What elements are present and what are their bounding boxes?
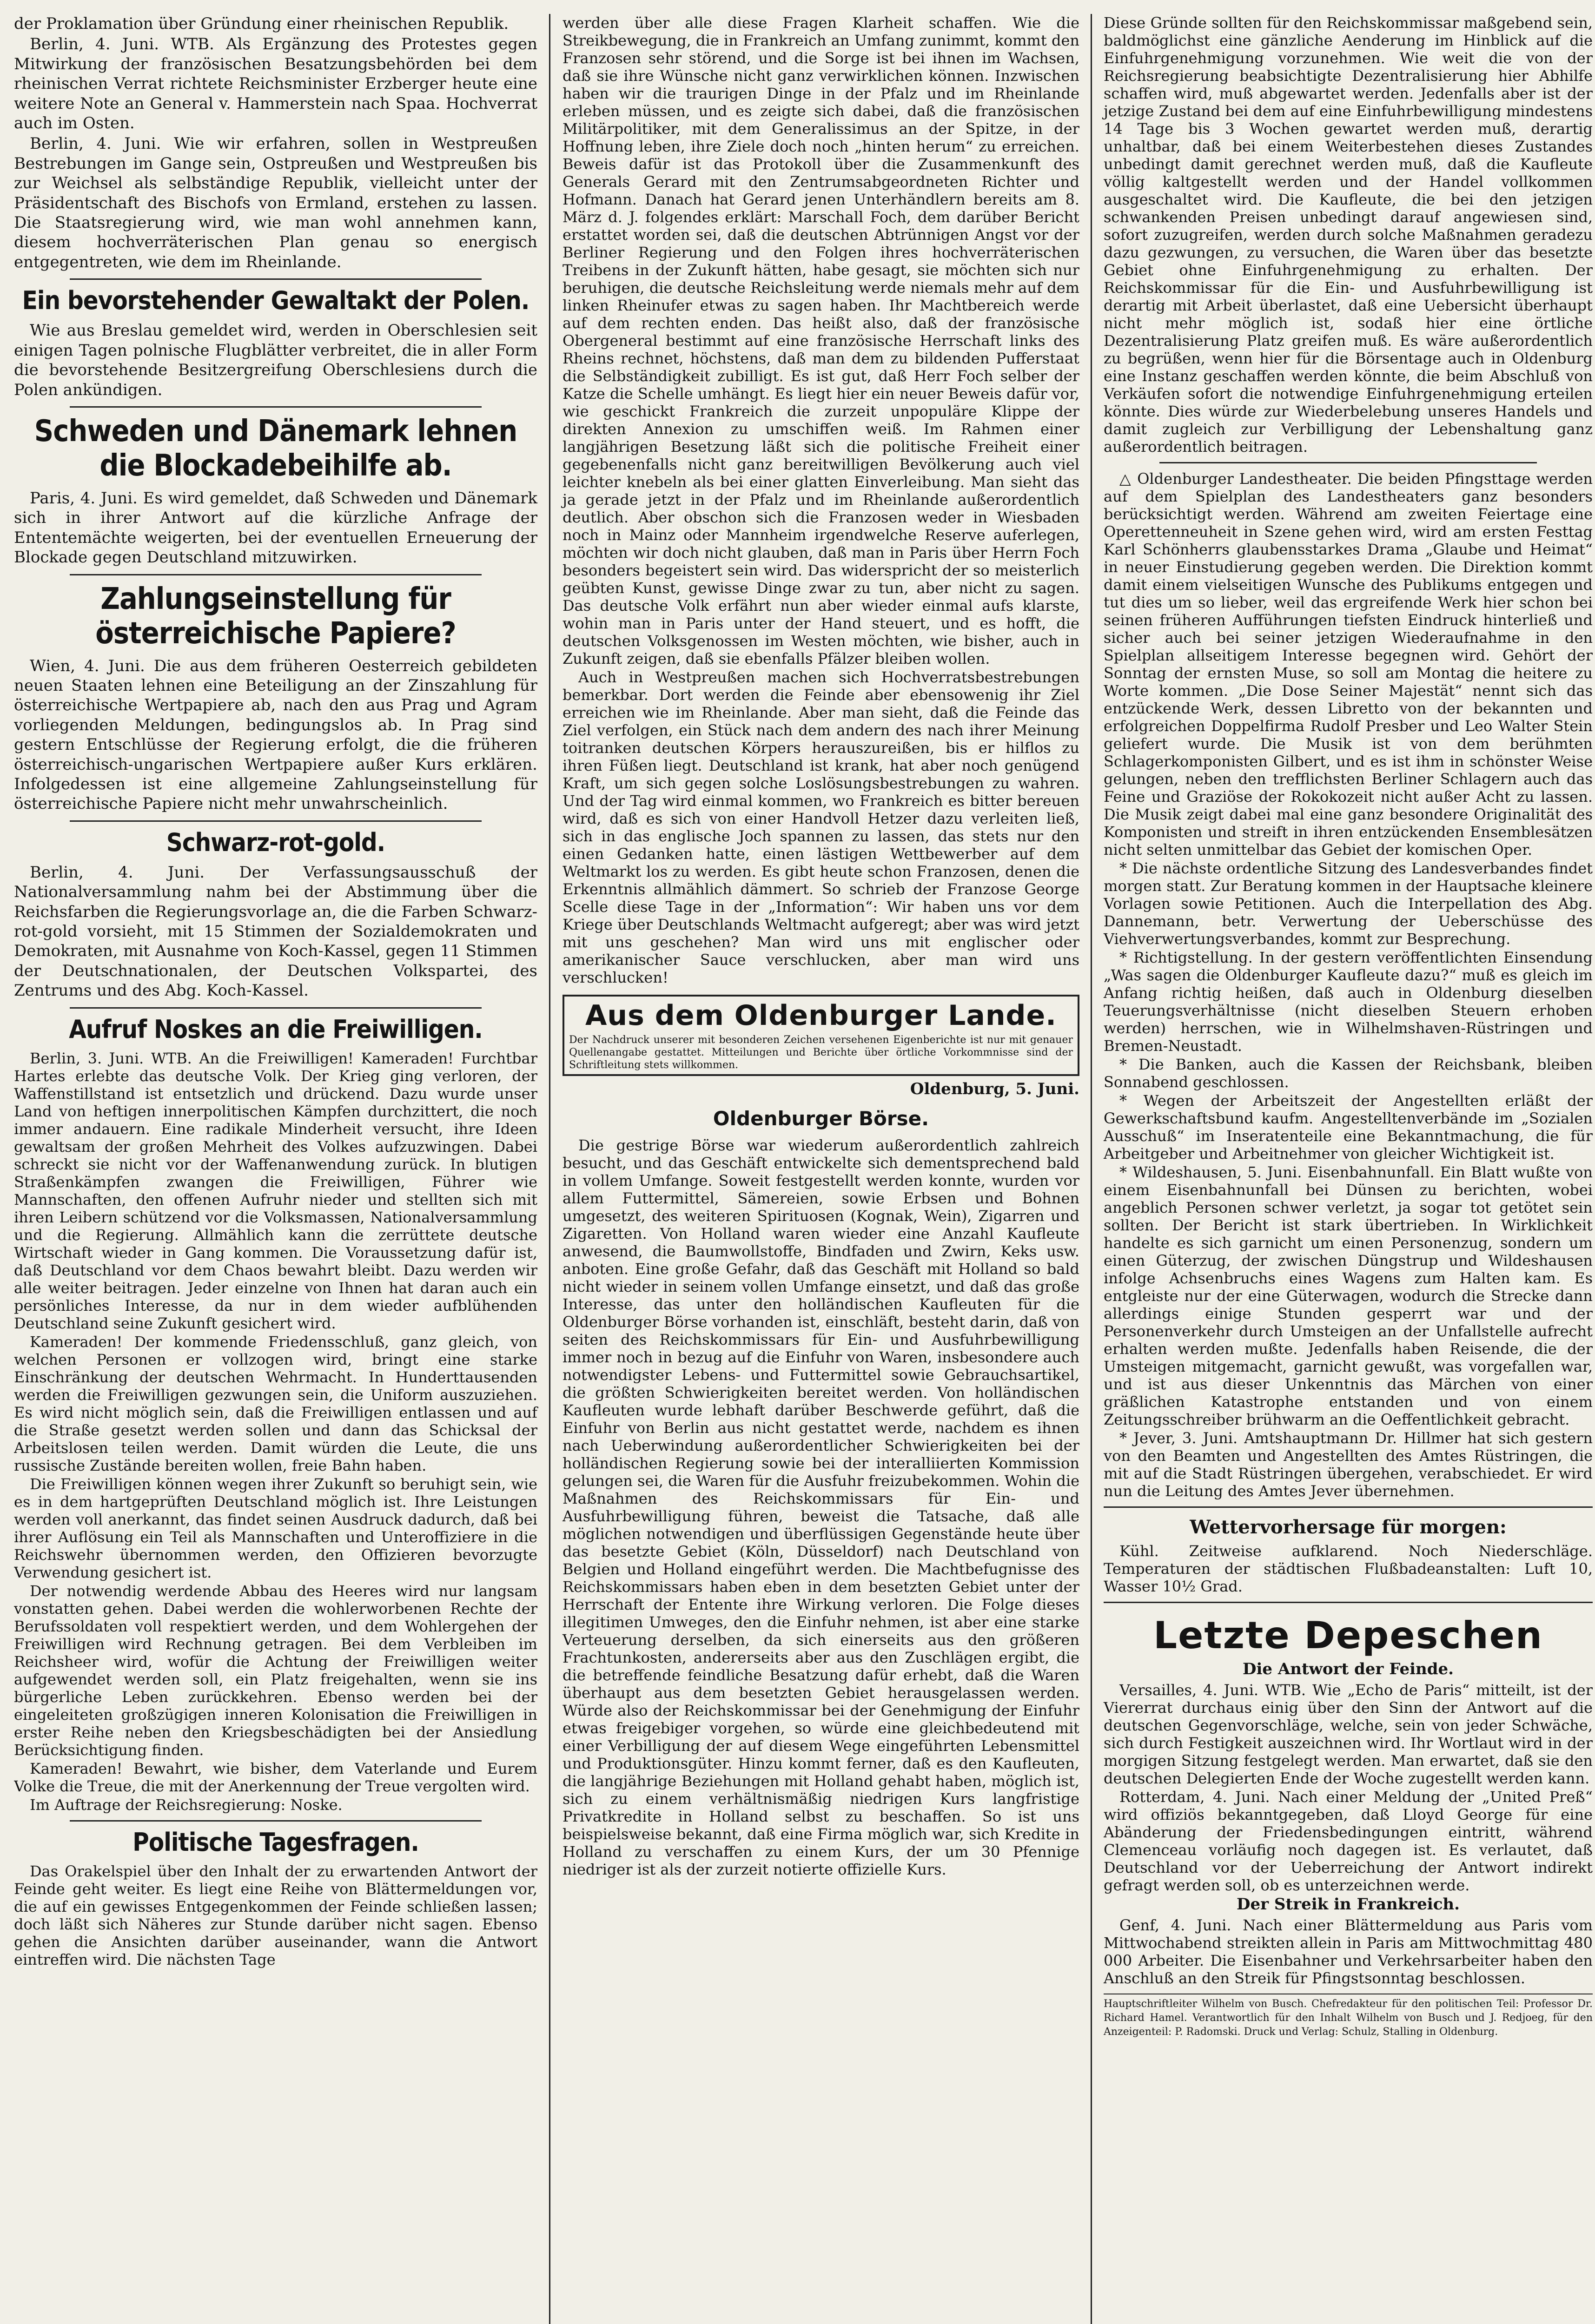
headline-boerse: Oldenburger Börse. (713, 1107, 929, 1130)
divider (70, 820, 482, 822)
divider (70, 1820, 482, 1822)
article-text: Rotterdam, 4. Juni. Nach einer Meldung der „United Preß“ wird offiziös bekanntgegeben, daß Lloyd George für eine Abänderung der Friedensbedingungen eintritt, während Clemenceau vorläufig noch dagegen ist. Es verlautet, daß Deutschland vor der Ueberreichung der Antwort indirekt gefragt werden soll, ob es unterzeichnen werde. (1104, 1788, 1593, 1894)
section-title: Aus dem Oldenburger Lande. (585, 999, 1057, 1032)
divider (1104, 1506, 1593, 1508)
column-right (1097, 14, 1593, 2324)
headline-schwarz-rot-gold: Schwarz-rot-gold. (166, 827, 385, 857)
article-text: Das Orakelspiel über den Inhalt der zu erwartenden Antwort der Feinde geht weiter. Es liegt eine Reihe von Blättermeldungen vor, die auf ein gewisses Entgegenkommen der Feinde schließen lassen; doch läßt sich Näheres zur Stunde darüber nicht sagen. Ebenso gehen die Ansichten darüber auseinander, wann die Antwort eintreffen wird. Die nächsten Tage (14, 1862, 537, 1968)
headline-politische-tagesfragen: Politische Tagesfragen. (132, 1827, 419, 1857)
weather-heading: Wettervorhersage für morgen: (1190, 1516, 1507, 1538)
article-text: Die Freiwilligen können wegen ihrer Zukunft so beruhigt sein, wie es in dem hartgeprüften Deutschland möglich ist. Ihre Leistungen werden voll anerkannt, das findet seinen Ausdruck dadurch, daß bei ihrer Auflösung ein Teil als Mannschaften und Unteroffiziere in die Reichswehr übernommen werden, den Offizieren bevorzugte Verwendung gesichert ist. (14, 1475, 537, 1581)
article-signature: Im Auftrage der Reichsregierung: Noske. (30, 1796, 343, 1814)
article-text: Genf, 4. Juni. Nach einer Blättermeldung aus Paris vom Mittwochabend streikten allein in Paris am Mittwochmittag 480 000 Arbeiter. Die Eisenbahner und Verkehrsarbeiter haben den Anschluß an den Streik für Pfingstsonntag beschlossen. (1104, 1916, 1593, 1987)
article-text: Der notwendig werdende Abbau des Heeres wird nur langsam vonstatten gehen. Dabei werden die wohlerworbenen Rechte der Berufssoldaten voll respektiert werden, und dem Wohlergehen der Freiwilligen wird Rechnung getragen. Bei dem Verbleiben im Reichsheer wird, wofür die Achtung der Freiwilligen weiter aufgewendet werden soll, ein Platz freigehalten, wenn sie ins bürgerliche Leben zurückkehren. Ebenso werden bei der eingeleiteten großzügigen inneren Kolonisation die Freiwilligen in erster Reihe neben den Kriegsbeschädigten bei der Ansiedlung Berücksichtigung finden. (14, 1582, 537, 1759)
column-rule (549, 14, 550, 2324)
colophon: Hauptschriftleiter Wilhelm von Busch. Chefredakteur für den politischen Teil: Professor Dr. Richard Hamel. Verantwortlich für den Inhalt Wilhelm von Busch und J. Redjoeg, für den Anzeigenteil: P. Radomski. Druck und Verlag: Schulz, Stalling in Oldenburg. (1104, 1994, 1593, 2039)
article-text: * Die nächste ordentliche Sitzung des Landesverbandes findet morgen statt. Zur Beratung kommen in der Hauptsache kleinere Vorlagen sowie Petitionen. Auch die Interpellation des Abg. Dannemann, betr. Verwertung der Ueberschüsse des Viehverwertungsverbandes, kommt zur Besprechung. (1104, 859, 1593, 948)
article-text: Die gestrige Börse war wiederum außerordentlich zahlreich besucht, und das Geschäft entwickelte sich dementsprechend bald in vollem Umfange. Soweit festgestellt werden konnte, wurden vor allem Futtermittel, Sämereien, sowie Erbsen und Bohnen umgesetzt, des weiteren Spirituosen (Kognak, Wein), Zigarren und Zigaretten. Von Holland waren wieder eine Anzahl Kaufleute anwesend, die Baumwollstoffe, Bindfaden und Zwirn, Keks usw. anboten. Eine große Gefahr, daß das Geschäft mit Holland so bald nicht wieder in seinem vollen Umfange einsetzt, und daß das große Interesse, das unter den holländischen Kaufleuten für die Oldenburger Börse vorhanden ist, einschläft, besteht darin, daß von seiten des Reichskommissars für Ein- und Ausfuhrbewilligung immer noch in bezug auf die Einfuhr von Waren, insbesondere auch notwendigster Lebens- und Futtermittel sowie Gebrauchsartikel, die größten Schwierigkeiten bereitet werden. Von holländischen Kaufleuten wurde lebhaft darüber Beschwerde geführt, daß die Einfuhr von Berlin aus nicht gestattet werde, nachdem es ihnen nach Ueberwindung außerordentlicher Schwierigkeiten bei der holländischen Regierung sowie bei der interalliierten Kommission gelungen sei, die Waren für die Ausfuhr freizubekommen. Wohin die Maßnahmen des Reichskommissars für Ein- und Ausfuhrbewilligung führen, beweist die Tatsache, daß alle möglichen notwendigen und überflüssigen Gegenstände heute über das besetzte Gebiet (Köln, Düsseldorf) nach Deutschland von Belgien und Holland eingeführt werden. Die Machtbefugnisse des Reichskommissars haben eben in dem besetzten Gebiet unter der Herrschaft der Entente ihre Wirkung verloren. Die Folge dieses illegitimen Umweges, den die Einfuhr nehmen, ist aber eine starke Verteuerung derselben, da sich einerseits aus den größeren Frachtunkosten, andererseits aber aus den Zuschlägen ergibt, die die betreffende feindliche Besatzung dafür erhebt, daß die Waren überhaupt aus dem besetzten Gebiet herausgelassen werden. Würde also der Reichskommissar bei der Genehmigung der Einfuhr etwas freigebiger vorgehen, so würde eine gleichbedeutend mit einer Verbilligung der auf diesem Wege eingeführten Lebensmittel und Produktionsgüter. Hinzu kommt ferner, daß es den Kaufleuten, die langjährige Beziehungen mit Holland gehabt haben, möglich ist, sich zu einem verhältnismäßig niedrigen Kurs langfristige Privatkredite in Holland selbst zu beschaffen. So ist uns beispielsweise bekannt, daß eine Firma möglich war, sich Kredite in Holland zu verschaffen zu einem Kurs, der um 30 Pfennige niedriger ist als der zurzeit notierte offizielle Kurs. (563, 1136, 1079, 1878)
article-text: der Proklamation über Gründung einer rheinischen Republik. (14, 14, 509, 33)
article-text: Versailles, 4. Juni. WTB. Wie „Echo de Paris“ mitteilt, ist der Viererrat durchaus einig über den Sinn der Antwort auf die deutschen Gegenvorschläge, welche, sein von jeder Schwäche, sich durch Festigkeit auszeichnen wird. Ihr Wortlaut wird in der morgigen Sitzung festgelegt werden. Man erwartet, daß sie den deutschen Delegierten Ende der Woche zugestellt werden kann. (1104, 1681, 1593, 1787)
headline-letzte-depeschen: Letzte Depeschen (1153, 1614, 1543, 1657)
headline-zahlungseinstellung: Zahlungseinstellung für österreichische Papiere? (95, 581, 456, 651)
section-note: Der Nachdruck unserer mit besonderen Zeichen versehenen Eigenberichte ist nur mit genauer Quellenangabe gestattet. Mitteilungen und Berichte über örtliche Vorkommnisse sind der Schriftleitung stets willkommen. (569, 1034, 1073, 1071)
divider (70, 406, 482, 408)
article-text: Berlin, 4. Juni. Der Verfassungsausschuß der Nationalversammlung nahm bei der Abstimmung über die Reichsfarben die Regierungsvorlage an, die die Farben Schwarz-rot-gold vorsieht, mit 15 Stimmen der Sozialdemokraten und Demokraten, mit Ausnahme von Koch-Kassel, gegen 11 Stimmen der Deutschnationalen, der Deutschen Volkspartei, des Zentrums und des Abg. Koch-Kassel. (14, 863, 537, 1000)
article-text: * Wildeshausen, 5. Juni. Eisenbahnunfall. Ein Blatt wußte von einem Eisenbahnunfall bei Dünsen zu berichten, wobei angeblich Personen schwer verletzt, ja sogar tot getötet sein sollten. Der Bericht ist stark übertrieben. In Wirklichkeit handelte es sich garnicht um einen Personenzug, sondern um einen Güterzug, der zwischen Düngstrup und Wildeshausen infolge Achsenbruchs eines Wagens zum Halten kam. Es entgleiste nur der eine Güterwagen, wodurch die Strecke dann allerdings einige Stunden gesperrt war und der Personenverkehr durch Umsteigen an der Unfallstelle aufrecht erhalten werden mußte. Jedenfalls haben Reisende, die der Umsteigen mitgemacht, garnicht gewußt, was vorgefallen war, und ist aus dieser Unkenntnis das Märchen von einer gräßlichen Katastrophe entstanden und von einem Zeitungsschreiber brühwarm an die Oeffentlichkeit gebracht. (1104, 1163, 1593, 1428)
column-left (14, 14, 544, 2324)
article-text: Diese Gründe sollten für den Reichskommissar maßgebend sein, baldmöglichst eine gänzliche Aenderung im Hinblick auf die Einfuhrgenehmigung vorzunehmen. Wie weit die von der Reichsregierung beabsichtigte Dezentralisierung hier Abhilfe schaffen wird, muß abgewartet werden. Jedenfalls aber ist der jetzige Zustand bei dem auf eine Einfuhrbewilligung mindestens 14 Tage bis 3 Wochen gewartet werden muß, derartig unhaltbar, daß bei einem Weiterbestehen dieses Zustandes unbedingt damit gerechnet werden muß, daß die Kaufleute völlig kaltgestellt werden und der Handel vollkommen ausgeschaltet wird. Die Kaufleute, die bei den jetzigen schwankenden Preisen unbedingt darauf angewiesen sind, sofort zuzugreifen, werden durch solche Maßnahmen geradezu dazu gezwungen, zu versuchen, die Waren über das besetzte Gebiet ohne Einfuhrgenehmigung zu erhalten. Der Reichskommissar für die Ein- und Ausfuhrbewilligung ist derartig mit Arbeit überlastet, daß eine Uebersicht überhaupt nicht mehr möglich ist, sodaß hier eine örtliche Dezentralisierung Platz greifen muß. Es wäre außerordentlich zu begrüßen, wenn hier für die Börsentage auch in Oldenburg eine Instanz geschaffen werden könnte, die beim Abschluß von Verkäufen sofort die notwendige Einfuhrgenehmigung erteilen könnte. Dies würde zur Wiederbelebung unseres Handels und damit zugleich zur Verbilligung der Lebenshaltung ganz außerordentlich beitragen. (1104, 14, 1593, 456)
headline-noske: Aufruf Noskes an die Freiwilligen. (69, 1014, 483, 1044)
subheadline: Der Streik in Frankreich. (1237, 1895, 1460, 1914)
divider (1159, 462, 1537, 463)
divider (70, 278, 482, 280)
divider (70, 1007, 482, 1009)
divider (1104, 1602, 1593, 1603)
article-text: * Wegen der Arbeitszeit der Angestellten erläßt der Gewerkschaftsbund kaufm. Angestelltenverbände im „Sozialen Ausschuß“ im Inseratenteile eine Bekanntmachung, die für Arbeitgeber und Arbeitnehmer von gleicher Wichtigkeit ist. (1104, 1092, 1593, 1162)
subheadline: Die Antwort der Feinde. (1242, 1660, 1454, 1678)
headline-polen: Ein bevorstehender Gewaltakt der Polen. (22, 286, 529, 316)
column-middle (556, 14, 1086, 2324)
article-text: Kameraden! Der kommende Friedensschluß, ganz gleich, von welchen Personen er vollzogen wird, bringt eine starke Einschränkung der deutschen Wehrmacht. In Hunderttausenden werden die Freiwilligen gezwungen sein, die Uniform auszuziehen. Es wird nicht möglich sein, daß die Freiwilligen entlassen und auf die Straße gesetzt werden sollen und dann das Schicksal der Arbeitslosen teilen werden. Damit würden die Leute, die uns russische Zustände bereiten wollen, freie Bahn haben. (14, 1333, 537, 1474)
headline-schweden: Schweden und Dänemark lehnen die Blockadebeihilfe ab. (34, 414, 517, 483)
article-text: Auch in Westpreußen machen sich Hochverratsbestrebungen bemerkbar. Dort werden die Feinde aber ebensowenig ihr Ziel erreichen wie im Rheinlande. Aber man sieht, daß die Feinde das Ziel verfolgen, ein Stück nach dem andern des nach ihrer Meinung toitranken deutschen Körpers herauszureißen, bis er hilflos zu ihren Füßen liegt. Deutschland ist krank, hat aber noch genügend Kraft, um sich gegen solche Loslösungsbestrebungen zu wahren. Und der Tag wird einmal kommen, wo Frankreich es bitter bereuen wird, daß es sich von einer Handvoll Hetzer dazu verleiten ließ, sich in das englische Joch spannen zu lassen, das stets nur den einen Gedanken hatte, einen lästigen Wettbewerber auf dem Weltmarkt los zu werden. Es gibt heute schon Franzosen, denen die Erkenntnis allmählich dämmert. So schrieb der Franzose George Scelle diese Tage in der „Information“: Wir haben uns vor dem Kriege über Deutschlands Weltmacht aufgeregt; aber was wird jetzt mit uns geschehen? Man wird uns mit englischer oder amerikanischer Sauce verschlucken, aber man wird uns verschlucken! (563, 668, 1079, 986)
divider (70, 574, 482, 575)
article-text: Paris, 4. Juni. Es wird gemeldet, daß Schweden und Dänemark sich in ihrer Antwort auf die kürzliche Anfrage der Ententemächte weigerten, bei der eventuellen Erneuerung der Blockade gegen Deutschland mitzuwirken. (14, 489, 537, 567)
article-text: werden über alle diese Fragen Klarheit schaffen. Wie die Streikbewegung, die in Frankreich an Umfang zunimmt, kommt den Franzosen sehr störend, und die Sorge ist bei ihnen im Wachsen, daß sie ihre Wünsche nicht ganz verwirklichen können. Inzwischen haben wir die traurigen Dinge in der Pfalz und im Rheinlande erleben müssen, und es zeigte sich dabei, daß die französischen Militärpolitiker, mit dem Generalissimus an der Spitze, in der Hoffnung leben, ihre Ziele doch noch „hinten herum“ zu erreichen. Beweis dafür ist das Protokoll über die Zusammenkunft des Generals Gerard mit den Zentrumsabgeordneten Richter und Hofmann. Danach hat Gerard jenen Unterhändlern bereits am 8. März d. J. folgendes erklärt: Marschall Foch, dem darüber Bericht erstattet worden sei, daß die deutschen Abtrünnigen Angst vor der Berliner Regierung und den Folgen ihres hochverräterischen Treibens in der Zukunft hätten, habe gesagt, sie möchten sich nur beruhigen, die deutsche Reichsleitung werde niemals mehr auf dem linken Rheinufer etwas zu sagen haben. Ihr Machtbereich werde auf dem rechten enden. Das heißt also, daß der französische Obergeneral bestimmt auf eine französische Herrschaft links des Rheins rechnet, höchstens, daß man dem zu bildenden Pufferstaat die Selbständigkeit zubilligt. Es ist gut, daß Herr Foch selber der Katze die Schelle umhängt. Es liegt hier ein neuer Beweis dafür vor, wie geschickt Frankreich die zurzeit unpopuläre Klippe der direkten Annexion zu umschiffen weiß. Im Rahmen einer langjährigen Besetzung läßt sich die politische Freiheit einer gegebenenfalls nicht ganz bereitwilligen Bevölkerung auch viel leichter knebeln als bei einer glatten Einverleibung. Man sieht das ja gerade jetzt in der Pfalz und im Rheinlande außerordentlich deutlich. Aber obschon sich die Franzosen weder in Wiesbaden noch in Mainz oder Mannheim irgendwelche Reserve auferlegen, möchten wir doch nicht glauben, daß man in Paris über Herrn Foch besonders begeistert sein wird. Das widerspricht der so meisterlich geübten Kunst, gewisse Dinge zwar zu tun, aber nicht zu sagen. Das deutsche Volk erfährt nun aber wieder einmal aufs klarste, wohin man in Paris unter der Hand steuert, und es hofft, die deutschen Volksgenossen im Westen möchten, wie bisher, auch in Zukunft zeigen, daß sie ebenfalls Pfälzer bleiben wollen. (563, 14, 1079, 667)
article-text: Berlin, 4. Juni. Wie wir erfahren, sollen in Westpreußen Bestrebungen im Gange sein, Ostpreußen und Westpreußen bis zur Weichsel als selbständige Republik, vielleicht unter der Präsidentschaft des Bischofs von Ermland, erstehen zu lassen. Die Staatsregierung wird, wie man wohl annehmen kann, diesem hochverräterischen Plan genau so energisch entgegentreten, wie dem im Rheinlande. (14, 134, 537, 271)
weather-text: Kühl. Zeitweise aufklarend. Noch Niederschläge. Temperaturen der städtischen Flußbadeanstalten: Luft 10, Wasser 10½ Grad. (1104, 1542, 1593, 1595)
section-header-box (563, 995, 1079, 1076)
article-text: Wie aus Breslau gemeldet wird, werden in Oberschlesien seit einigen Tagen polnische Flugblätter verbreitet, die in aller Form die bevorstehende Besitzergreifung Oberschlesiens durch die Polen ankündigen. (14, 321, 537, 399)
dateline: Oldenburg, 5. Juni. (910, 1080, 1079, 1098)
article-text: * Jever, 3. Juni. Amtshauptmann Dr. Hillmer hat sich gestern von den Beamten und Angestellten des Amtes Rüstringen, die mit auf die Stadt Rüstringen übergehen, verabschiedet. Er wird nun die Leitung des Amtes Jever übernehmen. (1104, 1429, 1593, 1500)
article-text: * Die Banken, auch die Kassen der Reichsbank, bleiben Sonnabend geschlossen. (1104, 1056, 1593, 1091)
article-text: △ Oldenburger Landestheater. Die beiden Pfingsttage werden auf dem Spielplan des Landestheaters ganz besonders berücksichtigt werden. Während am zweiten Feiertage eine Operettenneuheit in Szene gehen wird, wird am ersten Festtag Karl Schönherrs glaubensstarkes Drama „Glaube und Heimat“ in neuer Einstudierung gegeben werden. Die Direktion kommt damit einem vielseitigen Wunsche des Publikums entgegen und tut dies um so lieber, weil das ergreifende Werk hier schon bei seinen früheren Aufführungen tiefsten Eindruck hinterließ und sicher auch bei seiner jetzigen Wiederaufnahme in den Spielplan allseitigem Interesse begegnen wird. Gehört der Sonntag der ernsten Muse, so soll am Montag die heitere zu Worte kommen. „Die Dose Seiner Majestät“ nennt sich das entzückende Werk, dessen Libretto von der bekannten und erfolgreichen Doppelfirma Rudolf Presber und Leo Walter Stein geliefert wurde. Die Musik ist von dem berühmten Schlagerkomponisten Gilbert, und es ist ihm in schönster Weise gelungen, neben den trefflichsten Berliner Schlagern auch das Feine und Graziöse der Rokokozeit nicht außer Acht zu lassen. Die Musik zeigt dabei mal eine ganz besondere Originalität des Komponisten und streift in ihren entzückenden Ensemblesätzen nicht selten unmittelbar das Gebiet der komischen Oper. (1104, 470, 1593, 858)
article-text: * Richtigstellung. In der gestern veröffentlichten Einsendung „Was sagen die Oldenburger Kaufleute dazu?“ muß es gleich im Anfang richtig heißen, daß auch in Oldenburg dieselben Teuerungsverhältnisse (nicht dieselben Steuern erhoben werden) herrschen, wie in Wilhelmshaven-Rüstringen und Bremen-Neustadt. (1104, 949, 1593, 1055)
column-rule (1091, 14, 1092, 2324)
article-text: Wien, 4. Juni. Die aus dem früheren Oesterreich gebildeten neuen Staaten lehnen eine Beteiligung an der Zinszahlung für österreichische Wertpapiere ab, nach den aus Prag und Agram vorliegenden Meldungen, bedingungslos ab. In Prag sind gestern Entschlüsse der Regierung erfolgt, die die früheren österreichisch-ungarischen Wertpapiere außer Kurs erklären. Infolgedessen ist eine allgemeine Zahlungseinstellung für österreichische Papiere nicht mehr unwahrscheinlich. (14, 656, 537, 813)
article-text: Kameraden! Bewahrt, wie bisher, dem Vaterlande und Eurem Volke die Treue, die mit der Anerkennung der Treue vergolten wird. (14, 1759, 537, 1795)
article-text: Berlin, 3. Juni. WTB. An die Freiwilligen! Kameraden! Furchtbar Hartes erlebte das deutsche Volk. Der Krieg ging verloren, der Waffenstillstand ist entsetzlich und drückend. Dazu wurde unser Land von heftigen innerpolitischen Kämpfen durchzittert, die noch immer andauern. Eine radikale Minderheit versucht, ihre Ideen gewaltsam der großen Mehrheit des Volkes aufzuzwingen. Dabei schreckt sie nicht vor der Waffenanwendung zurück. In blutigen Straßenkämpfen zwangen die Freiwilligen, Führer wie Mannschaften, den offenen Aufruhr nieder und stellten sich mit ihren Leibern schützend vor die Volksmassen, Nationalversammlung und die Regierung. Allmählich kann die zerrüttete deutsche Wirtschaft wieder in Gang kommen. Die Voraussetzung dafür ist, daß Deutschland vor dem Chaos bewahrt bleibt. Dazu werden wir alle weiter beitragen. Jeder einzelne von Ihnen hat daran auch ein persönliches Interesse, da nur in dem wieder aufblühenden Deutschland seine Zukunft gesichert wird. (14, 1049, 537, 1332)
article-text: Berlin, 4. Juni. WTB. Als Ergänzung des Protestes gegen Mitwirkung der französischen Besatzungsbehörden bei dem rheinischen Verrat richtete Reichsminister Erzberger heute eine weitere Note an General v. Hammerstein nach Spaa. Hochverrat auch im Osten. (14, 35, 537, 133)
